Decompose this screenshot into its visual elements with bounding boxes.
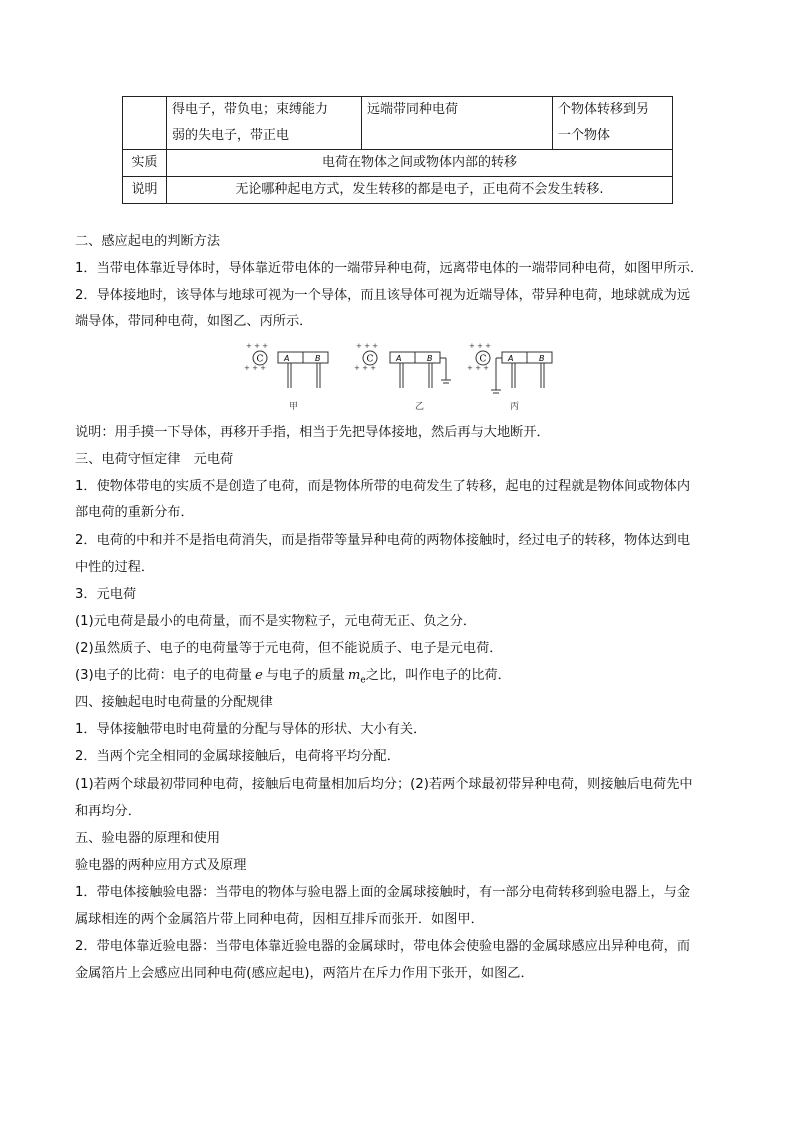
row-label-essence: 实质	[123, 150, 167, 177]
paragraph: 2．电荷的中和并不是指电荷消失，而是指带等量异种电荷的两物体接触时，经过电子的转移，物体达到电	[75, 533, 691, 548]
label-b: B	[427, 354, 433, 363]
paragraph: 2．导体接地时，该导体与地球可视为一个导体，而且该导体可视为近端导体，带异种电荷，地球就成为远	[75, 288, 691, 303]
section-heading: 三、电荷守恒定律 元电荷	[75, 452, 234, 467]
table-row	[123, 177, 673, 204]
paragraph: 属球相连的两个金属箔片带上同种电荷，因相互排斥而张开．如图甲．	[75, 912, 484, 927]
svg-text:+ + +: + + +	[244, 364, 267, 372]
paragraph: 3．元电荷	[75, 587, 137, 602]
paragraph: (2)虽然质子、电子的电荷量等于元电荷，但不能说质子、电子是元电荷．	[75, 641, 503, 656]
caption-bing: 丙	[510, 402, 520, 412]
symbol-e: e	[254, 668, 263, 683]
paragraph: 1．导体接触带电时电荷量的分配与导体的形状、大小有关．	[75, 722, 427, 737]
diagram-yi	[354, 342, 451, 412]
caption-yi: 乙	[415, 402, 425, 412]
label-b: B	[539, 354, 545, 363]
svg-text:+ + +: + + +	[356, 342, 379, 350]
paragraph: 2．当两个完全相同的金属球接触后，电荷将平均分配．	[75, 749, 400, 764]
svg-text:+ + +: + + +	[467, 364, 490, 372]
paragraph	[75, 667, 511, 690]
table-row	[123, 97, 673, 150]
label-a: A	[396, 354, 402, 363]
table-cell-line: 个物体转移到另	[558, 102, 650, 117]
paragraph: 部电荷的重新分布．	[75, 505, 194, 520]
label-b: B	[315, 354, 321, 363]
charging-methods-table	[122, 96, 673, 204]
table-cell: 远端带同种电荷	[362, 97, 553, 150]
symbol-subscript: e	[360, 675, 366, 686]
section-heading: 五、验电器的原理和使用	[75, 831, 221, 846]
note-text: 无论哪种起电方式，发生转移的都是电子，正电荷不会发生转移.	[167, 177, 673, 204]
paragraph: 1．带电体接触验电器：当带电的物体与验电器上面的金属球接触时，有一部分电荷转移到验电器上，与金	[75, 885, 691, 900]
row-label-note: 说明	[123, 177, 167, 204]
table-row	[123, 150, 673, 177]
text-run: (3)电子的比荷：电子的电荷量	[75, 668, 252, 683]
induction-figure	[240, 340, 560, 416]
sphere-label: C	[479, 354, 487, 365]
table-cell	[167, 97, 362, 150]
paragraph: 金属箔片上会感应出同种电荷(感应起电)，两箔片在斥力作用下张开，如图乙．	[75, 966, 534, 981]
text-run: 与电子的质量	[265, 668, 345, 683]
sphere-label: C	[256, 354, 264, 365]
table-cell-line: 一个物体	[558, 128, 611, 143]
svg-text:+ + +: + + +	[246, 342, 269, 350]
diagram-jia	[244, 342, 328, 412]
paragraph: (1)元电荷是最小的电荷量，而不是实物粒子，元电荷无正、负之分．	[75, 614, 477, 629]
section-heading: 二、感应起电的判断方法	[75, 234, 221, 249]
sphere-label: C	[366, 354, 374, 365]
paragraph: 2．带电体靠近验电器：当带电体靠近验电器的金属球时，带电体会使验电器的金属球感应出异种电荷，而	[75, 939, 691, 954]
table-cell	[553, 97, 673, 150]
text-run: 之比，叫作电子的比荷．	[365, 668, 511, 683]
symbol-m: m	[347, 668, 361, 683]
paragraph: 中性的过程．	[75, 560, 155, 575]
subheading: 验电器的两种应用方式及原理	[75, 858, 247, 873]
paragraph: 1．使物体带电的实质不是创造了电荷，而是物体所带的电荷发生了转移，起电的过程就是物体间或物体内	[75, 479, 691, 494]
note-line: 说明：用手摸一下导体，再移开手指，相当于先把导体接地，然后再与大地断开．	[75, 425, 550, 440]
diagram-bing	[467, 342, 552, 412]
table-cell-empty	[123, 97, 167, 150]
svg-text:+ + +: + + +	[354, 364, 377, 372]
label-a: A	[508, 354, 514, 363]
table-cell-line: 弱的失电子，带正电	[172, 128, 290, 143]
paragraph: 和再均分．	[75, 804, 141, 819]
svg-text:+ + +: + + +	[469, 342, 492, 350]
paragraph: 1．当带电体靠近导体时，导体靠近带电体的一端带异种电荷，远离带电体的一端带同种电荷，如图甲所示．	[75, 261, 704, 276]
label-a: A	[284, 354, 290, 363]
caption-jia: 甲	[289, 402, 299, 412]
paragraph: (1)若两个球最初带同种电荷，接触后电荷量相加后均分；(2)若两个球最初带异种电荷，则接触后电荷先中	[75, 777, 693, 792]
section-heading: 四、接触起电时电荷量的分配规律	[75, 695, 273, 710]
paragraph: 端导体，带同种电荷，如图乙、丙所示．	[75, 314, 313, 329]
essence-text: 电荷在物体之间或物体内部的转移	[167, 150, 673, 177]
table-cell-line: 得电子，带负电；束缚能力	[172, 102, 329, 117]
